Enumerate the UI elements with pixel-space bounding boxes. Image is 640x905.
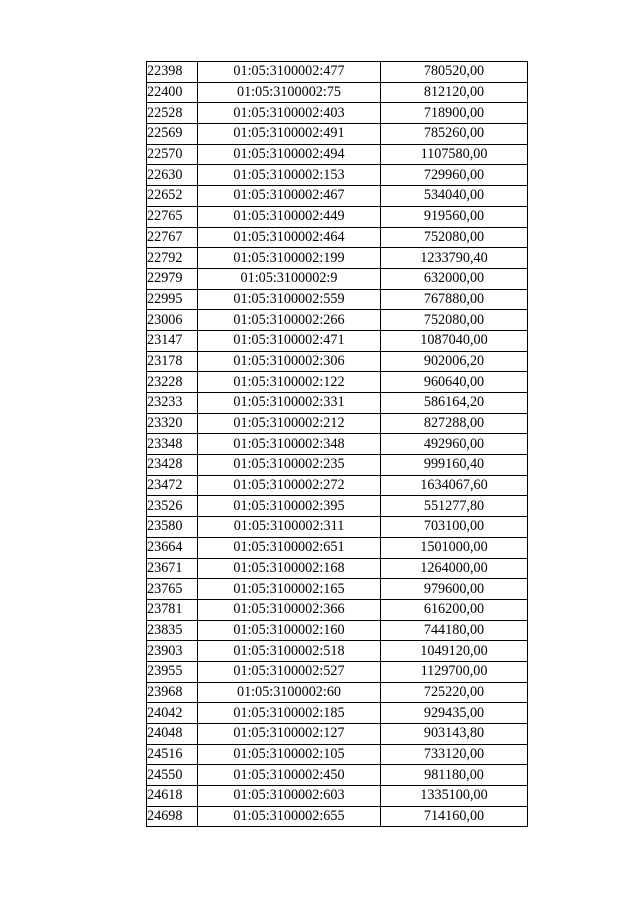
cell-value: 1233790,40 xyxy=(381,248,528,269)
cell-value: 551277,80 xyxy=(381,496,528,517)
cell-number: 23228 xyxy=(147,372,198,393)
cell-number: 24550 xyxy=(147,765,198,786)
table-row xyxy=(147,310,528,331)
cell-value: 492960,00 xyxy=(381,434,528,455)
table-row xyxy=(147,599,528,620)
cell-number: 23006 xyxy=(147,310,198,331)
table-row xyxy=(147,62,528,83)
cell-number: 22979 xyxy=(147,268,198,289)
cell-number: 23903 xyxy=(147,641,198,662)
cell-value: 1129700,00 xyxy=(381,661,528,682)
cell-cadastral-number: 01:05:3100002:651 xyxy=(198,537,381,558)
cell-number: 22652 xyxy=(147,186,198,207)
cell-cadastral-number: 01:05:3100002:450 xyxy=(198,765,381,786)
table-row xyxy=(147,558,528,579)
cell-cadastral-number: 01:05:3100002:212 xyxy=(198,413,381,434)
table-row xyxy=(147,165,528,186)
cell-value: 999160,40 xyxy=(381,455,528,476)
cell-number: 22765 xyxy=(147,206,198,227)
table-row xyxy=(147,641,528,662)
cell-value: 752080,00 xyxy=(381,310,528,331)
table-row xyxy=(147,537,528,558)
cell-number: 22630 xyxy=(147,165,198,186)
cell-cadastral-number: 01:05:3100002:9 xyxy=(198,268,381,289)
cell-value: 979600,00 xyxy=(381,579,528,600)
table-row xyxy=(147,434,528,455)
table-row xyxy=(147,496,528,517)
cell-cadastral-number: 01:05:3100002:366 xyxy=(198,599,381,620)
table-row xyxy=(147,579,528,600)
table-row xyxy=(147,372,528,393)
cell-value: 703100,00 xyxy=(381,517,528,538)
table-row xyxy=(147,289,528,310)
cell-number: 22792 xyxy=(147,248,198,269)
cell-cadastral-number: 01:05:3100002:75 xyxy=(198,82,381,103)
cell-number: 23765 xyxy=(147,579,198,600)
table-row xyxy=(147,517,528,538)
cell-value: 744180,00 xyxy=(381,620,528,641)
cell-cadastral-number: 01:05:3100002:464 xyxy=(198,227,381,248)
cell-cadastral-number: 01:05:3100002:494 xyxy=(198,144,381,165)
cell-value: 785260,00 xyxy=(381,124,528,145)
cell-value: 827288,00 xyxy=(381,413,528,434)
cell-cadastral-number: 01:05:3100002:518 xyxy=(198,641,381,662)
cell-number: 23178 xyxy=(147,351,198,372)
table-row xyxy=(147,206,528,227)
cell-number: 23955 xyxy=(147,661,198,682)
cell-number: 24516 xyxy=(147,744,198,765)
table-row xyxy=(147,144,528,165)
cell-number: 24042 xyxy=(147,703,198,724)
table-row xyxy=(147,455,528,476)
table-row xyxy=(147,248,528,269)
cell-number: 22570 xyxy=(147,144,198,165)
cell-cadastral-number: 01:05:3100002:185 xyxy=(198,703,381,724)
cell-number: 23664 xyxy=(147,537,198,558)
cell-number: 22569 xyxy=(147,124,198,145)
cell-value: 729960,00 xyxy=(381,165,528,186)
cell-cadastral-number: 01:05:3100002:306 xyxy=(198,351,381,372)
cell-value: 767880,00 xyxy=(381,289,528,310)
table-row xyxy=(147,413,528,434)
cell-number: 24618 xyxy=(147,786,198,807)
cell-cadastral-number: 01:05:3100002:105 xyxy=(198,744,381,765)
cell-cadastral-number: 01:05:3100002:272 xyxy=(198,475,381,496)
cell-cadastral-number: 01:05:3100002:311 xyxy=(198,517,381,538)
cell-number: 23472 xyxy=(147,475,198,496)
cell-number: 22400 xyxy=(147,82,198,103)
cell-value: 1501000,00 xyxy=(381,537,528,558)
cell-value: 1107580,00 xyxy=(381,144,528,165)
cell-value: 919560,00 xyxy=(381,206,528,227)
table-body xyxy=(147,62,528,827)
cell-value: 752080,00 xyxy=(381,227,528,248)
cell-number: 23320 xyxy=(147,413,198,434)
table-row xyxy=(147,393,528,414)
cell-number: 23526 xyxy=(147,496,198,517)
cell-value: 718900,00 xyxy=(381,103,528,124)
table-row xyxy=(147,186,528,207)
cell-number: 22398 xyxy=(147,62,198,83)
table-row xyxy=(147,351,528,372)
cell-cadastral-number: 01:05:3100002:655 xyxy=(198,806,381,827)
cell-cadastral-number: 01:05:3100002:160 xyxy=(198,620,381,641)
cell-value: 1049120,00 xyxy=(381,641,528,662)
table-row xyxy=(147,682,528,703)
cell-value: 586164,20 xyxy=(381,393,528,414)
cell-cadastral-number: 01:05:3100002:168 xyxy=(198,558,381,579)
cell-value: 1335100,00 xyxy=(381,786,528,807)
cell-cadastral-number: 01:05:3100002:235 xyxy=(198,455,381,476)
cell-number: 24048 xyxy=(147,724,198,745)
cell-cadastral-number: 01:05:3100002:477 xyxy=(198,62,381,83)
cell-cadastral-number: 01:05:3100002:348 xyxy=(198,434,381,455)
cell-number: 23580 xyxy=(147,517,198,538)
table-row xyxy=(147,765,528,786)
cell-cadastral-number: 01:05:3100002:603 xyxy=(198,786,381,807)
cell-value: 812120,00 xyxy=(381,82,528,103)
cell-cadastral-number: 01:05:3100002:403 xyxy=(198,103,381,124)
table-row xyxy=(147,786,528,807)
cell-value: 780520,00 xyxy=(381,62,528,83)
table-row xyxy=(147,82,528,103)
cell-value: 616200,00 xyxy=(381,599,528,620)
cell-cadastral-number: 01:05:3100002:127 xyxy=(198,724,381,745)
cell-value: 903143,80 xyxy=(381,724,528,745)
cell-value: 960640,00 xyxy=(381,372,528,393)
cell-cadastral-number: 01:05:3100002:153 xyxy=(198,165,381,186)
cell-number: 23968 xyxy=(147,682,198,703)
table-row xyxy=(147,268,528,289)
table-row xyxy=(147,620,528,641)
cell-cadastral-number: 01:05:3100002:165 xyxy=(198,579,381,600)
cell-cadastral-number: 01:05:3100002:527 xyxy=(198,661,381,682)
cell-cadastral-number: 01:05:3100002:491 xyxy=(198,124,381,145)
table-row xyxy=(147,744,528,765)
cell-cadastral-number: 01:05:3100002:471 xyxy=(198,330,381,351)
cell-number: 22528 xyxy=(147,103,198,124)
table-row xyxy=(147,227,528,248)
data-table xyxy=(146,61,528,827)
cell-number: 23835 xyxy=(147,620,198,641)
cell-cadastral-number: 01:05:3100002:122 xyxy=(198,372,381,393)
table-row xyxy=(147,806,528,827)
cell-value: 929435,00 xyxy=(381,703,528,724)
cell-value: 714160,00 xyxy=(381,806,528,827)
cell-cadastral-number: 01:05:3100002:331 xyxy=(198,393,381,414)
cell-number: 24698 xyxy=(147,806,198,827)
cell-value: 733120,00 xyxy=(381,744,528,765)
cell-cadastral-number: 01:05:3100002:266 xyxy=(198,310,381,331)
cell-cadastral-number: 01:05:3100002:199 xyxy=(198,248,381,269)
cell-number: 23348 xyxy=(147,434,198,455)
table-row xyxy=(147,475,528,496)
cell-number: 23233 xyxy=(147,393,198,414)
cell-cadastral-number: 01:05:3100002:449 xyxy=(198,206,381,227)
cell-value: 902006,20 xyxy=(381,351,528,372)
cell-value: 1634067,60 xyxy=(381,475,528,496)
cell-value: 981180,00 xyxy=(381,765,528,786)
table-row xyxy=(147,661,528,682)
cell-value: 1087040,00 xyxy=(381,330,528,351)
table-row xyxy=(147,703,528,724)
cell-number: 22767 xyxy=(147,227,198,248)
cell-number: 23428 xyxy=(147,455,198,476)
cell-number: 23671 xyxy=(147,558,198,579)
cell-value: 632000,00 xyxy=(381,268,528,289)
cell-cadastral-number: 01:05:3100002:395 xyxy=(198,496,381,517)
cell-number: 22995 xyxy=(147,289,198,310)
cell-cadastral-number: 01:05:3100002:60 xyxy=(198,682,381,703)
table-row xyxy=(147,124,528,145)
table-row xyxy=(147,330,528,351)
table-row xyxy=(147,724,528,745)
cell-number: 23781 xyxy=(147,599,198,620)
table-row xyxy=(147,103,528,124)
cell-cadastral-number: 01:05:3100002:467 xyxy=(198,186,381,207)
cell-value: 534040,00 xyxy=(381,186,528,207)
cell-value: 725220,00 xyxy=(381,682,528,703)
cell-value: 1264000,00 xyxy=(381,558,528,579)
cell-cadastral-number: 01:05:3100002:559 xyxy=(198,289,381,310)
cell-number: 23147 xyxy=(147,330,198,351)
